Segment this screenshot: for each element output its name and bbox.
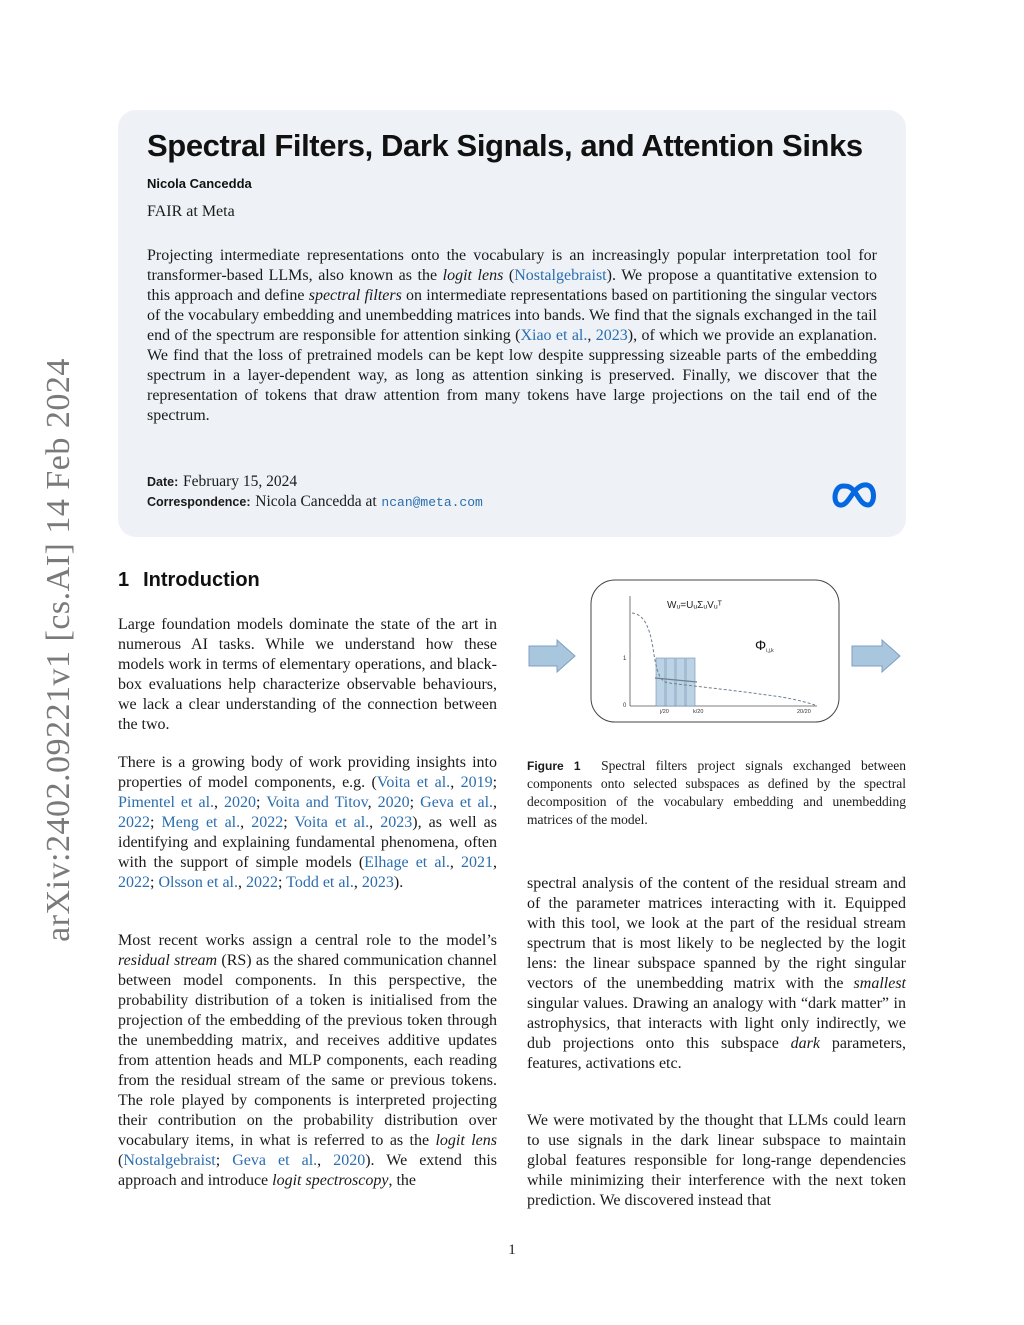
x-tick-label: j/20 bbox=[660, 709, 669, 715]
correspondence-line bbox=[147, 492, 483, 511]
term-logit-spectroscopy: logit spectroscopy bbox=[272, 1172, 389, 1189]
term-logit-lens: logit lens bbox=[435, 1132, 497, 1149]
x-tick-label: k/20 bbox=[693, 709, 704, 715]
filter-phi-symbol: Φi,j,k bbox=[755, 637, 774, 654]
spectral-band bbox=[656, 658, 665, 706]
date-label: Date: bbox=[147, 475, 179, 489]
citation-year-link[interactable]: 2019 bbox=[460, 774, 493, 791]
term-spectral-filters: spectral filters bbox=[308, 287, 402, 304]
section-number: 1 bbox=[118, 569, 130, 591]
paragraph: spectral analysis of the content of the residual stream and of the parameter matrices interacting with it. Equipped with this tool, we look at the part of the residual stream spectrum that is most likely to be neglected by the logit lens: the linear subspace spanned by the right singular vectors of the unembedding matrix with the smallest singular values. Drawing an analogy with “dark matter” in astrophysics, that interacts with light only indirectly, we dub projections onto this subspace dark parameters, features, activations etc. bbox=[527, 875, 906, 1072]
input-arrow-icon bbox=[529, 640, 575, 672]
citation-link[interactable]: Geva et al. bbox=[232, 1152, 318, 1169]
citation-year-link[interactable]: 2020 bbox=[224, 794, 257, 811]
correspondence-label: Correspondence: bbox=[147, 495, 251, 509]
figure-label: Figure 1 bbox=[527, 759, 581, 773]
paragraph: Most recent works assign a central role to the model’s residual stream (RS) as the shared communication channel between model components. In this perspective, the probability distribution of a token is initialised from the projection of the embedding of the previous token through the unembedding matrix, and receives additive updates from attention heads and MLP components, each reading from the residual stream of the same or previous tokens. The role played by components is interpreted projecting their contribution on the probability distribution over vocabulary items, in what is referred to as the logit lens (Nostalgebraist; Geva et al., 2020). We extend this approach and introduce logit spectroscopy, the bbox=[118, 932, 498, 1189]
term-dark: dark bbox=[790, 1035, 820, 1052]
citation-link[interactable]: Pimentel et al. bbox=[118, 794, 215, 811]
paragraph: We were motivated by the thought that LLMs could learn to use signals in the dark linear subspace to maintain global features responsible for long-range dependencies while minimizing their interference with the next token prediction. We discovered instead that bbox=[527, 1112, 906, 1209]
paragraph: Large foundation models dominate the state of the art in numerous AI tasks. While we understand how these models work in terms of elementary operations, and black-box evaluations help characterize observable behaviours, we lack a clear understanding of the connection between the two. bbox=[118, 616, 497, 733]
term-logit-lens: logit lens bbox=[442, 267, 504, 284]
term-smallest: smallest bbox=[853, 975, 906, 992]
email-link[interactable]: ncan@meta.com bbox=[381, 495, 483, 510]
meta-infinity-logo-icon bbox=[829, 478, 879, 512]
date-line bbox=[147, 472, 297, 491]
citation-link[interactable]: Voita et al. bbox=[376, 774, 451, 791]
affiliation: FAIR at Meta bbox=[147, 203, 235, 220]
citation-link[interactable]: Nostalgebraist bbox=[514, 267, 607, 284]
figure-caption: Figure 1 Spectral filters project signals exchanged between components onto selected subspaces as defined by the spectral decomposition of the vocabulary embedding and unembedding matrices of the model. bbox=[527, 758, 906, 827]
citation-link[interactable]: Todd et al. bbox=[286, 874, 354, 891]
citation-link[interactable]: Elhage et al. bbox=[364, 854, 450, 871]
spectral-filter-figure bbox=[527, 578, 906, 728]
citation-link[interactable]: Xiao et al. bbox=[520, 327, 588, 344]
author-name: Nicola Cancedda bbox=[147, 176, 252, 191]
spectral-band bbox=[676, 658, 685, 706]
abstract: Projecting intermediate representations onto the vocabulary is an increasingly popular interpretation tool for transformer-based LLMs, also known as the logit lens (Nostalgebraist). We propose a quantitative extension to this approach and define spectral filters on intermediate representations based on partitioning the singular vectors of the vocabulary embedding and unembedding matrices into bands. We find that the signals exchanged in the tail end of the spectrum are responsible for attention sinking (Xiao et al., 2023), of which we provide an explanation. We find that the loss of pretrained models can be kept low despite suppressing sizeable parts of the embedding spectrum in a layer-dependent way, as long as attention sinking is preserved. Finally, we discover that the representation of tokens that draw attention from many tokens have large projections on the tail end of the spectrum. bbox=[147, 247, 878, 424]
page-number: 1 bbox=[508, 1242, 516, 1258]
y-tick-label: 1 bbox=[623, 656, 627, 662]
spectral-band bbox=[666, 658, 675, 706]
citation-link[interactable]: Olsson et al. bbox=[158, 874, 238, 891]
x-tick-label: 20/20 bbox=[797, 709, 811, 715]
citation-year-link[interactable]: 2022 bbox=[246, 874, 278, 891]
section-title: Introduction bbox=[143, 569, 260, 591]
citation-link[interactable]: Nostalgebraist bbox=[123, 1152, 216, 1169]
citation-link[interactable]: Voita et al. bbox=[294, 814, 370, 831]
citation-year-link[interactable]: 2022 bbox=[118, 814, 150, 831]
term-residual-stream: residual stream bbox=[118, 952, 218, 969]
citation-year-link[interactable]: 2020 bbox=[377, 794, 410, 811]
citation-year-link[interactable]: 2023 bbox=[361, 874, 394, 891]
paper-title: Spectral Filters, Dark Signals, and Attention Sinks bbox=[147, 128, 863, 163]
y-tick-label: 0 bbox=[623, 703, 627, 709]
citation-year-link[interactable]: 2020 bbox=[333, 1152, 366, 1169]
date-value: February 15, 2024 bbox=[183, 473, 298, 490]
citation-link[interactable]: Voita and Titov bbox=[266, 794, 368, 811]
citation-year-link[interactable]: 2021 bbox=[461, 854, 494, 871]
citation-link[interactable]: Meng et al. bbox=[161, 814, 241, 831]
citation-year-link[interactable]: 2022 bbox=[118, 874, 150, 891]
arxiv-identifier-stamp: arXiv:2402.09221v1 [cs.AI] 14 Feb 2024 bbox=[40, 358, 77, 942]
paragraph: There is a growing body of work providing insights into properties of model components, e.g. (Voita et al., 2019; Pimentel et al., 2020; Voita and Titov, 2020; Geva et al., 2022; Meng et al., 2022; Voita et al., 2023), as well as identifying and explaining fundamental phenomena, often with the support of simple models (Elhage et al., 2021, 2022; Olsson et al., 2022; Todd et al., 2023). bbox=[118, 754, 498, 891]
citation-year-link[interactable]: 2023 bbox=[380, 814, 413, 831]
unembedding-svd-formula: Wᵤ=UᵤΣᵤVᵤᵀ bbox=[667, 600, 722, 611]
section-heading-introduction bbox=[118, 569, 260, 592]
citation-link[interactable]: Geva et al. bbox=[420, 794, 494, 811]
citation-year-link[interactable]: 2023 bbox=[595, 327, 628, 344]
citation-year-link[interactable]: 2022 bbox=[251, 814, 284, 831]
output-arrow-icon bbox=[852, 640, 900, 672]
correspondence-value: Nicola Cancedda at bbox=[255, 493, 377, 510]
